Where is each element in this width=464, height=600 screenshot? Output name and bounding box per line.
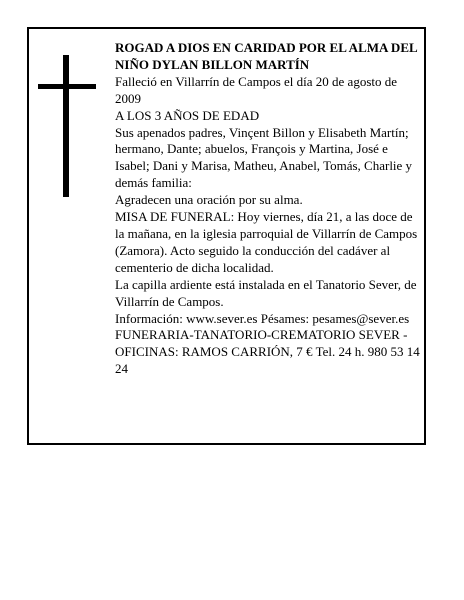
death-info: Falleció en Villarrín de Campos el día 20 de agosto de 2009 xyxy=(115,73,398,106)
funeral-home-info: FUNERARIA-TANATORIO-CREMATORIO SEVER - OFICINAS: RAMOS CARRIÓN, 7 € Tel. 24 h. 980 53 14 24 xyxy=(115,327,420,377)
chapel-info: La capilla ardiente está instalada en el Tanatorio Sever, de Villarrín de Campos. xyxy=(115,276,417,309)
obituary-heading: ROGAD A DIOS EN CARIDAD POR EL ALMA DEL NIÑO DYLAN BILLON MARTÍN xyxy=(115,40,417,72)
contact-info: Información: www.sever.es Pésames: pesames@sever.es xyxy=(115,310,410,326)
cross-crossbar xyxy=(38,84,96,89)
latin-cross-icon xyxy=(63,55,69,197)
prayer-request: Agradecen una oración por su alma. xyxy=(115,192,303,208)
age-line: A LOS 3 AÑOS DE EDAD xyxy=(115,107,260,123)
funeral-mass-info: MISA DE FUNERAL: Hoy viernes, día 21, a las doce de la mañana, en la iglesia parroquial de Villarrín de Campos (Zamora). Acto seguido la conducción del cadáver al cementerio de dicha localidad. xyxy=(115,209,418,275)
obituary-text-block xyxy=(115,40,420,378)
family-list: Sus apenados padres, Vinçent Billon y Elisabeth Martín; hermano, Dante; abuelos, François y Martina, José e Isabel; Dani y Marisa, Matheu, Anabel, Tomás, Charlie y demás familia: xyxy=(115,124,413,191)
